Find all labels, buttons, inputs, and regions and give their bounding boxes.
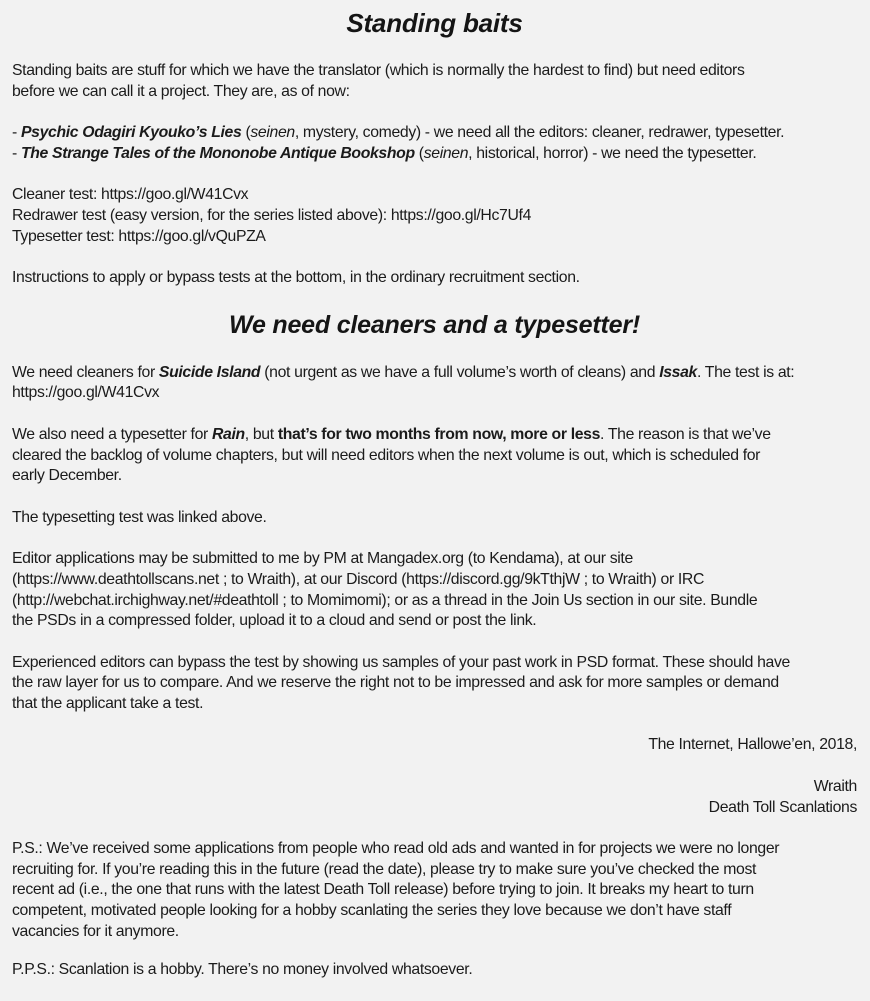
text-line: cleared the backlog of volume chapters, but will need editors when the next volume is out, which is scheduled for: [12, 446, 761, 464]
para-need-cleaners: [12, 363, 857, 404]
list-editor-tests: [12, 185, 857, 247]
text-line: P.P.S.: Scanlation is a hobby. There’s no money involved whatsoever.: [12, 961, 473, 979]
text-line: Death Toll Scanlations: [708, 798, 857, 816]
text-line: Cleaner test: https://goo.gl/W41Cvx: [12, 186, 249, 204]
para-post-postscript: [12, 960, 857, 981]
text-line: - Psychic Odagiri Kyouko’s Lies (seinen, mystery, comedy) - we need all the editors: cleaner, redrawer, typesetter.: [12, 124, 785, 142]
text-line: Instructions to apply or bypass tests at the bottom, in the ordinary recruitment section.: [12, 269, 580, 287]
text-line: The typesetting test was linked above.: [12, 508, 267, 526]
text-line: Editor applications may be submitted to me by PM at Mangadex.org (to Kendama), at our site: [12, 550, 633, 568]
text-line: Experienced editors can bypass the test by showing us samples of your past work in PSD format. These should have: [12, 653, 790, 671]
signature-closing: [12, 777, 857, 818]
text-line: We also need a typesetter for Rain, but that’s for two months from now, more or less. The reason is that we’ve: [12, 425, 771, 443]
text-line: before we can call it a project. They are, as of now:: [12, 82, 350, 100]
list-standing-baits-series: [12, 123, 857, 164]
text-line: Standing baits are stuff for which we have the translator (which is normally the hardest to find) but need editors: [12, 62, 745, 79]
para-application-channels: [12, 549, 857, 631]
text-line: Typesetter test: https://goo.gl/vQuPZA: [12, 227, 266, 245]
text-line: Wraith: [813, 778, 857, 796]
text-line: the raw layer for us to compare. And we reserve the right not to be impressed and ask for more samples or demand: [12, 674, 779, 692]
signature-dateline: [12, 735, 857, 756]
text-line: the PSDs in a compressed folder, upload it to a cloud and send or post the link.: [12, 612, 537, 630]
para-standing-baits-intro: [12, 61, 857, 102]
text-line: The Internet, Hallowe’en, 2018,: [648, 736, 857, 754]
text-line: competent, motivated people looking for a hobby scanlating the series they love because we don’t have staff: [12, 902, 732, 920]
text-line: Redrawer test (easy version, for the series listed above): https://goo.gl/Hc7Uf4: [12, 206, 531, 224]
text-line: (http://webchat.irchighway.net/#deathtoll ; to Momimomi); or as a thread in the Join Us section in our site. Bundle: [12, 591, 758, 609]
para-postscript: [12, 839, 857, 942]
text-line: - The Strange Tales of the Mononobe Antique Bookshop (seinen, historical, horror) - we need the typesetter.: [12, 144, 757, 162]
text-line: P.S.: We’ve received some applications from people who read old ads and wanted in for projects we were no longer: [12, 840, 780, 858]
text-line: early December.: [12, 467, 122, 485]
heading-we-need-cleaners: We need cleaners and a typesetter!: [229, 310, 640, 339]
para-typesetting-test-note: [12, 508, 857, 529]
para-test-bypass: [12, 653, 857, 715]
text-line: recruiting for. If you’re reading this in the future (read the date), please try to make sure you’ve checked the most: [12, 860, 757, 878]
text-line: https://goo.gl/W41Cvx: [12, 384, 160, 402]
text-line: that the applicant take a test.: [12, 694, 204, 712]
heading-standing-baits: Standing baits: [346, 8, 523, 38]
text-line: recent ad (i.e., the one that runs with the latest Death Toll release) before trying to join. It breaks my heart to turn: [12, 881, 754, 899]
para-need-typesetter: [12, 425, 857, 487]
text-line: vacancies for it anymore.: [12, 922, 179, 940]
text-line: We need cleaners for Suicide Island (not urgent as we have a full volume’s worth of cleans) and Issak. The test is at:: [12, 363, 795, 381]
para-apply-instructions: [12, 268, 857, 289]
text-line: (https://www.deathtollscans.net ; to Wraith), at our Discord (https://discord.gg/9kTthjW ; to Wraith) or IRC: [12, 570, 705, 588]
